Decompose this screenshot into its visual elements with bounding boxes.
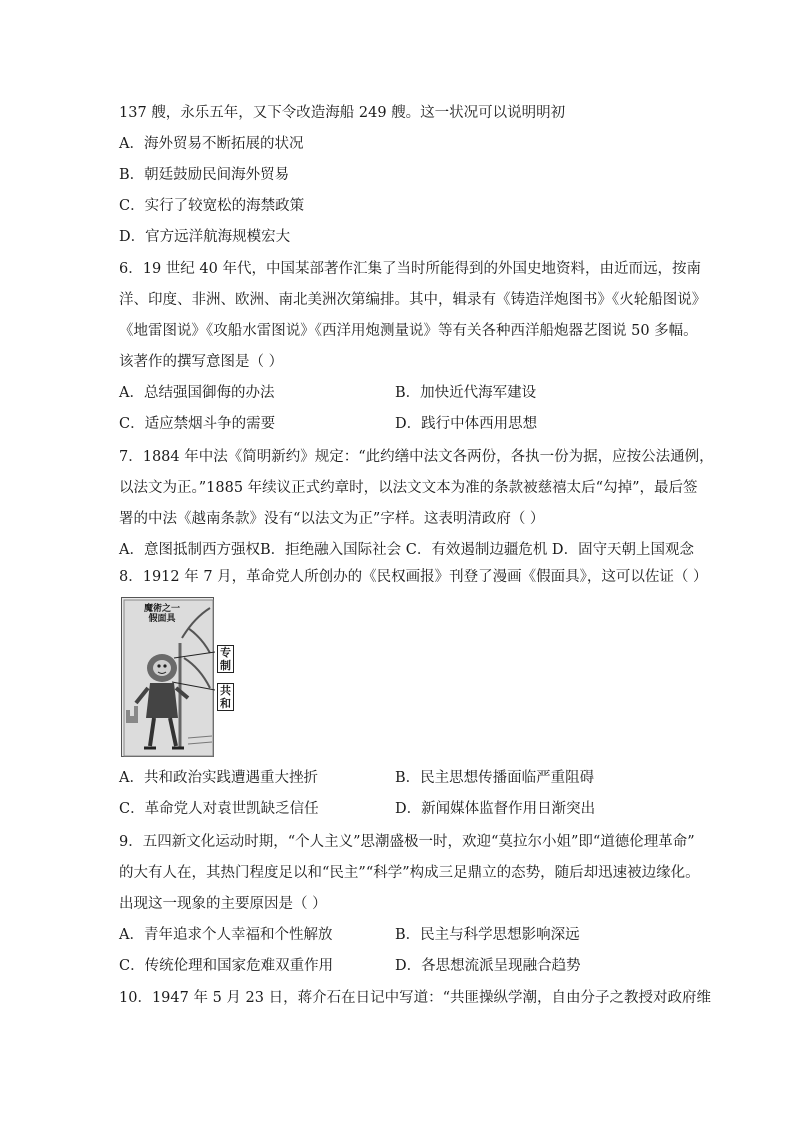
q9-stem-line-1: 9．五四新文化运动时期，“个人主义”思潮盛极一时，欢迎“莫拉尔小姐”即“道德伦理革命” (119, 834, 695, 850)
q6-stem-line-3: 《地雷图说》《攻船水雷图说》《西洋用炮测量说》等有关各种西洋船炮器艺图说 50 多幅。 (119, 323, 698, 339)
q7-stem-line-3: 署的中法《越南条款》没有“以法文为正”字样。这表明清政府（ ） (119, 511, 545, 527)
q9-option-c: C．传统伦理和国家危难双重作用 (119, 958, 334, 974)
q8-option-c: C．革命党人对袁世凯缺乏信任 (119, 801, 319, 817)
q8-option-b: B．民主思想传播面临严重阻碍 (395, 770, 595, 786)
q6-option-d: D．践行中体西用思想 (395, 416, 538, 432)
q6-stem-line-4: 该著作的撰写意图是（ ） (119, 354, 284, 370)
q10-stem: 10．1947 年 5 月 23 日，蒋介石在日记中写道：“共匪操纵学潮，自由分子之教授对政府维 (119, 990, 711, 1006)
q5-option-b: B．朝廷鼓励民间海外贸易 (119, 167, 290, 183)
q8-stem: 8．1912 年 7 月，革命党人所创办的《民权画报》刊登了漫画《假面具》，这可以佐证（ ） (119, 569, 708, 585)
q9-option-b: B．民主与科学思想影响深远 (395, 927, 580, 943)
label-autocracy: 专制 (217, 645, 234, 673)
q6-stem-line-1: 6．19 世纪 40 年代，中国某部著作汇集了当时所能得到的外国史地资料，由近而远，按南 (119, 261, 701, 277)
q6-stem-line-2: 洋、印度、非洲、欧洲、南北美洲次第编排。其中，辑录有《铸造洋炮图书》《火轮船图说》 (119, 292, 707, 308)
q5-option-d: D．官方远洋航海规模宏大 (119, 229, 291, 245)
q5-option-c: C．实行了较宽松的海禁政策 (119, 198, 305, 214)
q9-stem-line-2: 的大有人在，其热门程度足以和“民主”“科学”构成三足鼎立的态势，随后却迅速被边缘化。 (119, 865, 700, 881)
cartoon-caption: 魔術之一 假面具 (143, 604, 180, 624)
q6-option-b: B．加快近代海军建设 (395, 385, 537, 401)
q6-option-c: C．适应禁烟斗争的需要 (119, 416, 276, 432)
q8-option-a: A．共和政治实践遭遇重大挫折 (119, 770, 318, 786)
q9-stem-line-3: 出现这一现象的主要原因是（ ） (119, 896, 327, 912)
q7-stem-line-1: 7．1884 年中法《简明新约》规定：“此约缮中法文各两份，各执一份为据，应按公法通例， (119, 449, 714, 465)
q7-options-line: A．意图抵制西方强权B．拒绝融入国际社会 C．有效遏制边疆危机 D．固守天朝上国观念 (119, 542, 695, 558)
cartoon-mask-figure (121, 597, 231, 757)
q9-option-d: D．各思想流派呈现融合趋势 (395, 958, 581, 974)
label-republic: 共和 (217, 683, 234, 711)
q8-option-d: D．新闻媒体监督作用日渐突出 (395, 801, 596, 817)
q9-option-a: A．青年追求个人幸福和个性解放 (119, 927, 333, 943)
q7-stem-line-2: 以法文为正。”1885 年续议正式约章时，以法文文本为准的条款被慈禧太后“勾掉”，最后签 (119, 480, 698, 496)
q6-option-a: A．总结强国御侮的办法 (119, 385, 275, 401)
q5-stem-tail: 137 艘，永乐五年，又下令改造海船 249 艘。这一状况可以说明明初 (119, 105, 566, 121)
q5-option-a: A．海外贸易不断拓展的状况 (119, 136, 304, 152)
